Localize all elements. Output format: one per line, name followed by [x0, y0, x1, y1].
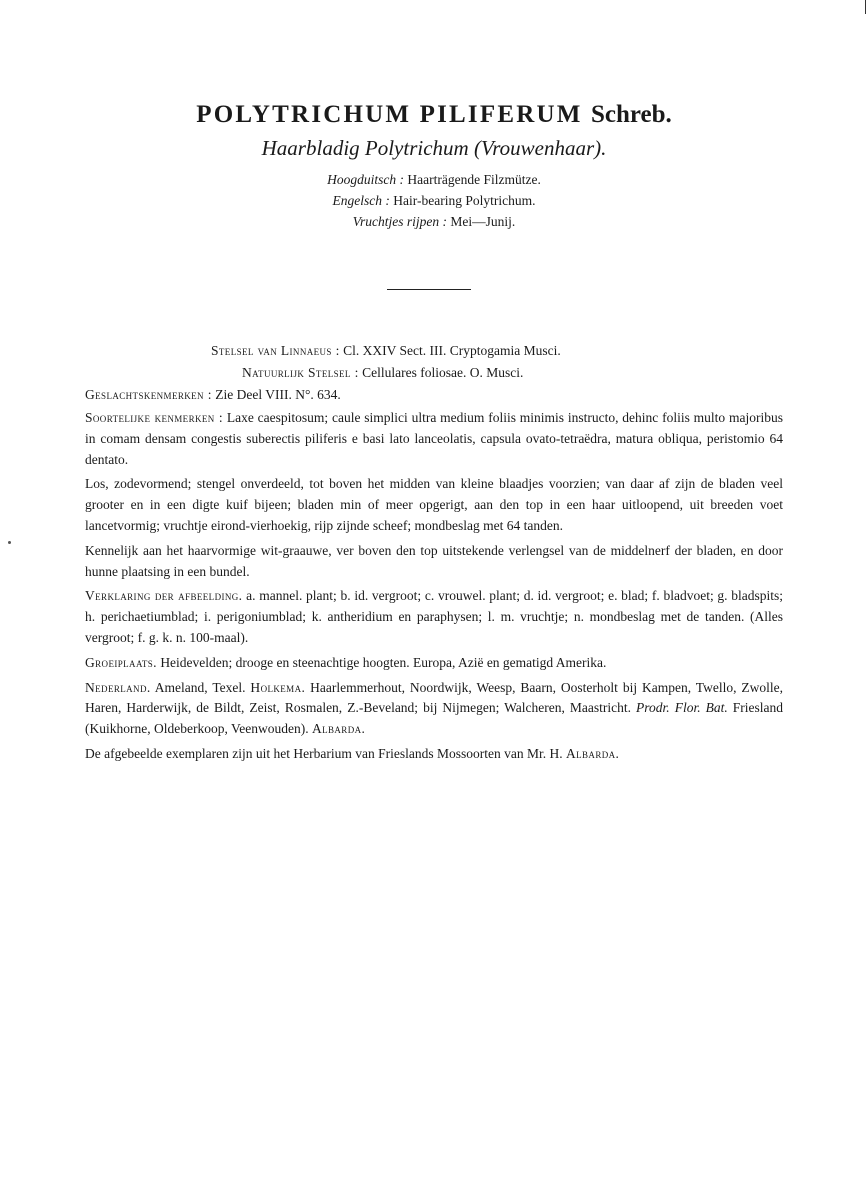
figures-text: a. mannel. plant; b. id. vergroot; c. vrouwel. plant; d. id. vergroot; e. blad; f. bladvoet; g. bladspits; h. perichaetiumblad; i. perigoniumblad; k. antheridium en paraphysen; l. m. vruchtje; n. mondbeslag met de tanden. (Alles vergroot; f. g. k. n. 100-maal).	[85, 588, 783, 645]
netherlands-prodr: Prodr. Flor. Bat.	[636, 700, 728, 716]
recognition-text: Kennelijk aan het haarvormige wit-graauwe, ver boven den top uitstekende verlengsel van de middelnerf der bladen, en door hunne plaatsing in een bundel.	[85, 542, 783, 579]
figures-label: Verklaring der afbeelding.	[85, 588, 243, 604]
specimens-paragraph	[85, 744, 783, 765]
species-latin-text: Laxe caespitosum; caule simplici ultra medium foliis minimis instructo, dehinc foliis multo majoribus in comam densam congestis suberectis piliferis e basi lato lanceolatis, capsula ovato-tetraëdra, matura obliqua, peristomio 64 dentato.	[85, 410, 783, 467]
recognition-paragraph	[85, 541, 783, 583]
species-dutch-paragraph	[85, 474, 783, 536]
name-english	[0, 190, 868, 211]
species-dutch-text: Los, zodevormend; stengel onverdeeld, tot boven het midden van kleine blaadjes voorzien; van daar af zijn de bladen veel grooter en in een digte kuif bijeen; bladen min of meer opgerigt, aan den top in een haar uitloopend, uit breeden voet lancetvormig; vruchtje eirond-vierhoekig, rijp zijnde scheef; mondbeslag met 64 tanden.	[85, 476, 783, 533]
specimens-person: Albarda.	[565, 745, 620, 761]
system-natural-label: Natuurlijk Stelsel :	[242, 365, 359, 380]
netherlands-text-1: Ameland, Texel.	[154, 679, 246, 695]
system-natural	[242, 363, 523, 383]
figures-paragraph	[85, 586, 783, 648]
description-body	[85, 408, 783, 769]
system-genus-label: Geslachtskenmerken :	[85, 387, 212, 402]
habitat-text: Heidevelden; drooge en steenachtige hoogten. Europa, Azië en gematigd Amerika.	[160, 654, 607, 670]
netherlands-person-1: Holkema.	[250, 679, 306, 695]
name-ripening-value: Mei—Junij.	[450, 214, 516, 229]
system-genus-value: Zie Deel VIII. N°. 634.	[215, 387, 341, 402]
title-main: POLYTRICHUM PILIFERUM	[196, 101, 583, 128]
name-german-value: Haarträgende Filzmütze.	[407, 172, 541, 187]
netherlands-person-2: Albarda.	[311, 721, 366, 737]
species-latin-paragraph	[85, 408, 783, 470]
page-title	[0, 98, 868, 132]
habitat-label: Groeiplaats.	[85, 654, 157, 670]
system-natural-value: Cellulares foliosae. O. Musci.	[362, 365, 524, 380]
name-german	[0, 169, 868, 190]
species-label: Soortelijke kenmerken :	[85, 410, 224, 425]
name-german-label: Hoogduitsch :	[327, 172, 405, 187]
netherlands-text-3: Friesland (Kuikhorne, Oldeberkoop, Veenwouden).	[85, 700, 784, 737]
name-english-value: Hair-bearing Polytrichum.	[393, 193, 536, 208]
name-ripening-label: Vruchtjes rijpen :	[352, 214, 447, 229]
vernacular-names	[0, 169, 868, 232]
habitat-paragraph	[85, 653, 783, 674]
system-linnaeus-label: Stelsel van Linnaeus :	[211, 343, 340, 358]
page-edge-mark	[865, 0, 866, 14]
specimens-text: De afgebeelde exemplaren zijn uit het Herbarium van Frieslands Mossoorten van Mr. H.	[85, 745, 563, 761]
system-genus	[85, 385, 341, 405]
netherlands-text-2: Haarlemmerhout, Noordwijk, Weesp, Baarn, Oosterholt bij Kampen, Twello, Zwolle, Haren, Harderwijk, de Bildt, Zeist, Rosmalen, Z.-Beveland; bij Nijmegen; Walcheren, Maastricht.	[85, 679, 783, 716]
name-ripening	[0, 211, 868, 232]
title-author: Schreb.	[590, 101, 672, 128]
header	[0, 98, 868, 232]
speck	[8, 541, 11, 544]
page-subtitle: Haarbladig Polytrichum (Vrouwenhaar).	[261, 136, 607, 160]
name-english-label: Engelsch :	[332, 193, 390, 208]
netherlands-label: Nederland.	[85, 679, 151, 695]
divider-rule	[387, 289, 471, 290]
netherlands-paragraph	[85, 678, 783, 740]
system-linnaeus	[211, 341, 561, 361]
system-linnaeus-value: Cl. XXIV Sect. III. Cryptogamia Musci.	[343, 343, 561, 358]
